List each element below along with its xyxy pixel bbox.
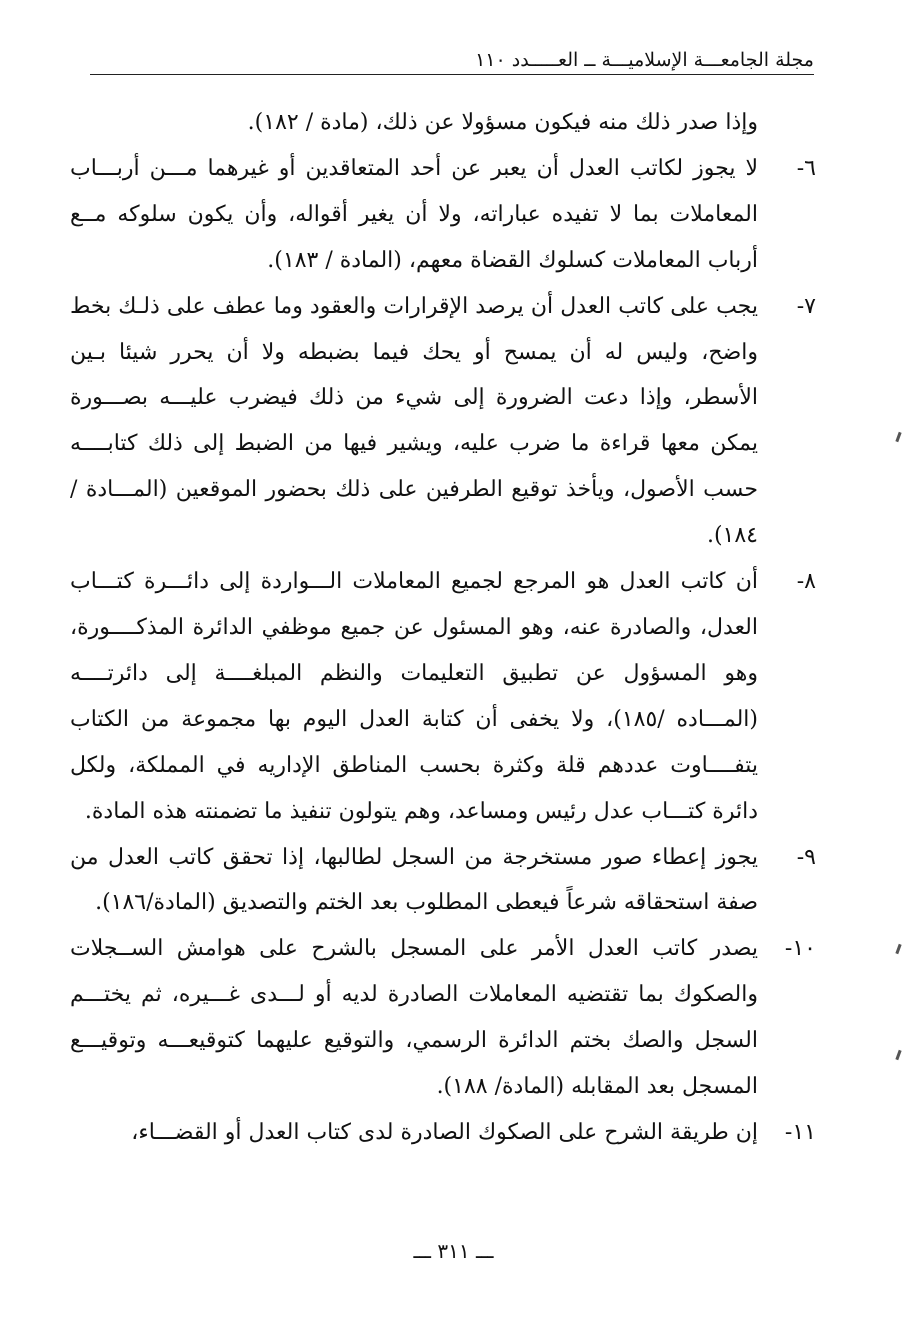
item-text: لا يجوز لكاتب العدل أن يعبر عن أحد المتعاقدين أو غيرهما مـــن أربـــاب المعاملات بما لا تفيده عباراته، ولا أن يغير أقواله، وأن يكون سلوكه مــع أرباب المعاملات كسلوك القضاة معهم، (المادة / ١٨٣). bbox=[70, 155, 758, 273]
item-number: ٧- bbox=[796, 293, 816, 319]
margin-mark bbox=[895, 1050, 901, 1060]
item-number: ٨- bbox=[796, 569, 816, 595]
list-item bbox=[70, 284, 816, 559]
item-number: ١٠- bbox=[784, 936, 816, 962]
item-text: إن طريقة الشرح على الصكوك الصادرة لدى كتاب العدل أو القضـــاء، bbox=[131, 1119, 758, 1145]
list-item bbox=[70, 835, 816, 927]
list-item bbox=[70, 146, 816, 284]
item-text: أن كاتب العدل هو المرجع لجميع المعاملات الـــواردة إلى دائـــرة كتـــاب العدل، والصادرة عنه، وهو المسئول عن جميع موظفي الدائرة المذكــــورة، وهو المسؤول عن تطبيق التعليمات والنظم المبلغــــة إلى دائرتــــه (المـــاده /١٨٥)، ولا يخفى أن كتابة العدل اليوم بها مجموعة من الكتاب يتفــــاوت عددهم قلة وكثرة بحسب المناطق الإداريه في المملكة، ولكل دائرة كتـــاب عدل رئيس ومساعد، وهم يتولون تنفيذ ما تضمنته هذه المادة. bbox=[70, 569, 758, 824]
body-text bbox=[70, 100, 816, 1156]
item-number: ٩- bbox=[796, 844, 816, 870]
margin-mark bbox=[895, 432, 901, 442]
item-text: يصدر كاتب العدل الأمر على المسجل بالشرح على هوامش الســجلات والصكوك بما تقتضيه المعاملات الصادرة لديه أو لـــدى غـــيره، ثم يختـــم السجل والصك بختم الدائرة الرسمي، والتوقيع عليهما كتوقيعـــه وتوقيـــع المسجل بعد المقابله (المادة/ ١٨٨). bbox=[70, 936, 758, 1100]
running-header: مجلة الجامعـــة الإسلاميـــة ــ العـــــدد ١١٠ bbox=[475, 49, 814, 71]
intro-paragraph: وإذا صدر ذلك منه فيكون مسؤولا عن ذلك، (مادة / ١٨٢). bbox=[247, 110, 758, 135]
margin-mark bbox=[895, 944, 901, 954]
header-divider bbox=[90, 74, 814, 75]
list-item bbox=[70, 1110, 816, 1156]
item-number: ٦- bbox=[796, 155, 816, 181]
page-number: ـــ ٣١١ ـــ bbox=[413, 1239, 494, 1263]
item-number: ١١- bbox=[784, 1119, 816, 1145]
list-item bbox=[70, 926, 816, 1110]
list-item bbox=[70, 559, 816, 834]
item-text: يجب على كاتب العدل أن يرصد الإقرارات والعقود وما عطف على ذلـك بخط واضح، وليس له أن يمسح أو يحك فيما بضبطه ولا أن يحرر شيئا بـين الأسطر، وإذا دعت الضرورة إلى شيء من ذلك فيضرب عليـــه بصـــورة يمكن معها قراءة ما ضرب عليه، ويشير فيها من الضبط إلى ذلك كتابــــه حسب الأصول، ويأخذ توقيع الطرفين على ذلك بحضور الموقعين (المـــادة /١٨٤). bbox=[70, 293, 758, 549]
item-text: يجوز إعطاء صور مستخرجة من السجل لطالبها، إذا تحقق كاتب العدل من صفة استحقاقه شرعاً فيعطى المطلوب بعد الختم والتصديق (المادة/١٨٦). bbox=[70, 844, 758, 916]
